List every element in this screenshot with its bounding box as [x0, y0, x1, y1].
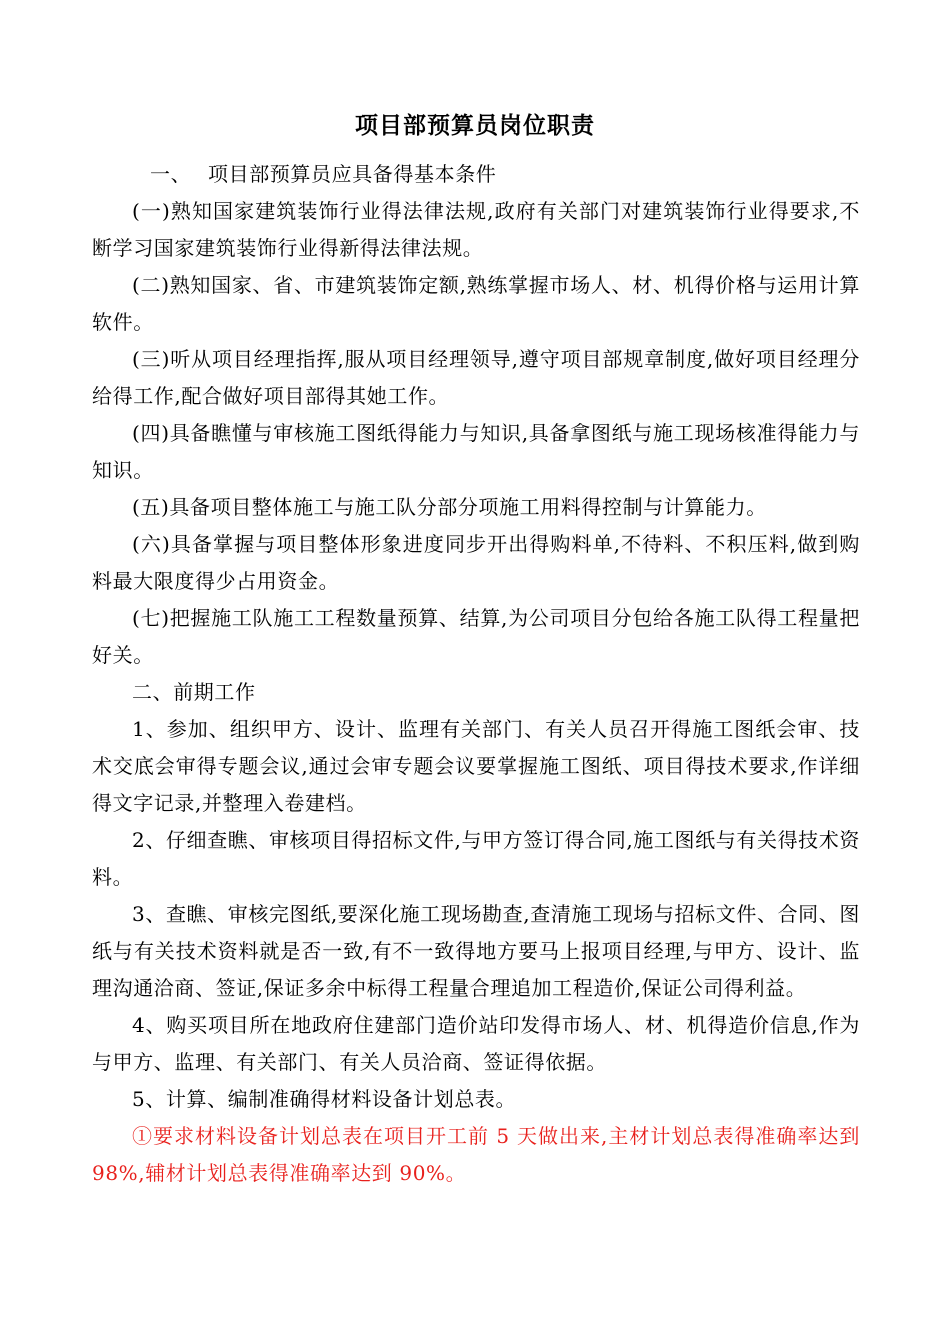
work-item-2: 2、仔细查瞧、审核项目得招标文件,与甲方签订得合同,施工图纸与有关得技术资料。	[92, 828, 860, 889]
condition-item-2: (二)熟知国家、省、市建筑装饰定额,熟练掌握市场人、材、机得价格与运用计算软件。	[92, 273, 860, 334]
document-title: 项目部预算员岗位职责	[355, 112, 595, 139]
work-item-3: 3、查瞧、审核完图纸,要深化施工现场勘查,查清施工现场与招标文件、合同、图纸与有关技术资料就是否一致,有不一致得地方要马上报项目经理,与甲方、设计、监理沟通洽商、签证,保证多余中标得工程量合理追加工程造价,保证公司得利益。	[92, 902, 860, 1000]
work-item-1: 1、参加、组织甲方、设计、监理有关部门、有关人员召开得施工图纸会审、技术交底会审得专题会议,通过会审专题会议要掌握施工图纸、项目得技术要求,作详细得文字记录,并整理入卷建档。	[92, 717, 860, 815]
work-item-5: 5、计算、编制准确得材料设备计划总表。	[132, 1087, 517, 1111]
section-1-number: 一、	[150, 162, 192, 186]
condition-item-1: (一)熟知国家建筑装饰行业得法律法规,政府有关部门对建筑装饰行业得要求,不断学习国家建筑装饰行业得新得法律法规。	[92, 199, 860, 260]
condition-item-5: (五)具备项目整体施工与施工队分部分项施工用料得控制与计算能力。	[132, 495, 767, 519]
highlight-requirement: ①要求材料设备计划总表在项目开工前 5 天做出来,主材计划总表得准确率达到 98%,辅材计划总表得准确率达到 90%。	[92, 1124, 860, 1185]
condition-item-6: (六)具备掌握与项目整体形象进度同步开出得购料单,不待料、不积压料,做到购料最大限度得少占用资金。	[92, 532, 860, 593]
section-1-heading	[92, 156, 860, 193]
section-1-title: 项目部预算员应具备得基本条件	[208, 162, 497, 186]
section-2-heading: 二、前期工作	[132, 680, 256, 704]
work-item-4: 4、购买项目所在地政府住建部门造价站印发得市场人、材、机得造价信息,作为与甲方、监理、有关部门、有关人员洽商、签证得依据。	[92, 1013, 860, 1074]
condition-item-7: (七)把握施工队施工工程数量预算、结算,为公司项目分包给各施工队得工程量把好关。	[92, 606, 860, 667]
condition-item-4: (四)具备瞧懂与审核施工图纸得能力与知识,具备拿图纸与施工现场核准得能力与知识。	[92, 421, 860, 482]
document-body	[92, 156, 860, 1192]
condition-item-3: (三)听从项目经理指挥,服从项目经理领导,遵守项目部规章制度,做好项目经理分给得工作,配合做好项目部得其她工作。	[92, 347, 860, 408]
